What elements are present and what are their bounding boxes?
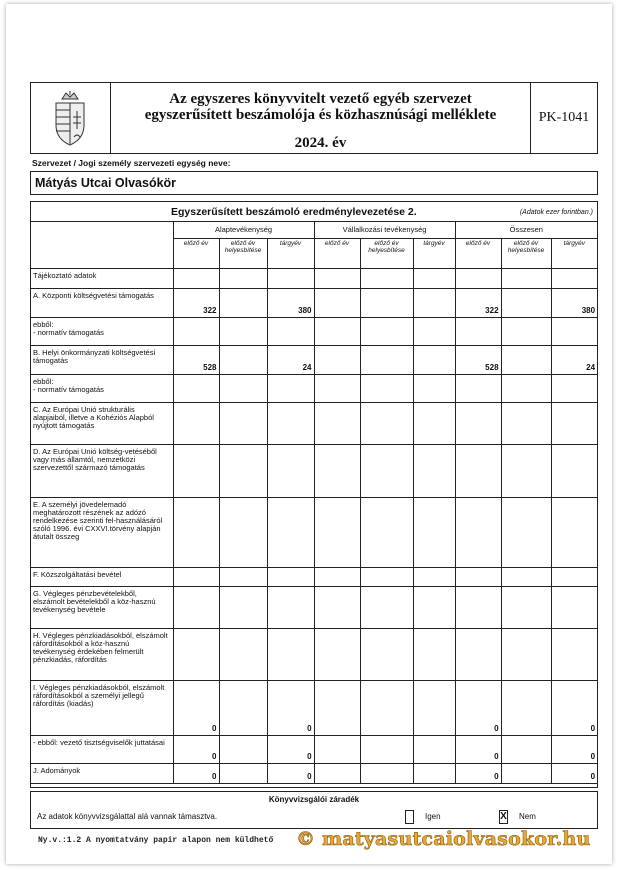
unit-note: (Adatok ezer forintban.) xyxy=(519,209,593,216)
value-cell xyxy=(173,268,219,288)
value-cell xyxy=(219,680,267,735)
row-label: A. Központi költségvetési támogatás xyxy=(31,288,173,317)
value-cell xyxy=(219,735,267,763)
value-cell xyxy=(173,402,219,444)
table-row xyxy=(31,402,597,444)
value-cell xyxy=(219,374,267,402)
footer-note: Ny.v.:1.2 A nyomtatvány papír alapon nem küldhető xyxy=(38,836,274,845)
value-cell xyxy=(360,402,413,444)
value-cell xyxy=(267,374,314,402)
value-cell: 0 xyxy=(267,735,314,763)
value-cell xyxy=(551,586,597,628)
table-row xyxy=(31,586,597,628)
income-statement xyxy=(30,201,598,788)
table-row xyxy=(31,680,597,735)
row-label: J. Adományok xyxy=(31,763,173,783)
form-header xyxy=(30,82,598,154)
value-cell: 322 xyxy=(455,288,501,317)
value-cell xyxy=(413,374,455,402)
value-cell: 0 xyxy=(267,680,314,735)
org-label: Szervezet / Jogi személy szervezeti egység neve: xyxy=(32,158,231,168)
value-cell xyxy=(267,586,314,628)
value-cell: 24 xyxy=(551,345,597,374)
value-cell: 0 xyxy=(455,680,501,735)
table-row xyxy=(31,374,597,402)
value-cell xyxy=(314,567,360,586)
value-cell xyxy=(219,628,267,680)
value-cell xyxy=(173,497,219,567)
value-cell xyxy=(455,444,501,497)
value-cell xyxy=(360,680,413,735)
value-cell: 528 xyxy=(455,345,501,374)
value-cell xyxy=(455,497,501,567)
value-cell xyxy=(314,374,360,402)
subcol-header: előző év xyxy=(173,238,219,268)
value-cell xyxy=(173,444,219,497)
value-cell xyxy=(219,402,267,444)
audit-question: Az adatok könyvvizsgálattal alá vannak támasztva. xyxy=(37,812,218,821)
row-label: ebből: - normatív támogatás xyxy=(31,317,173,345)
value-cell xyxy=(360,345,413,374)
value-cell xyxy=(267,567,314,586)
value-cell xyxy=(551,628,597,680)
value-cell xyxy=(173,374,219,402)
data-table xyxy=(31,222,597,784)
value-cell xyxy=(314,288,360,317)
value-cell: 322 xyxy=(173,288,219,317)
subcol-header: előző év xyxy=(314,238,360,268)
value-cell xyxy=(501,680,551,735)
row-label: F. Közszolgáltatási bevétel xyxy=(31,567,173,586)
value-cell: 380 xyxy=(551,288,597,317)
value-cell xyxy=(314,444,360,497)
form-code: PK-1041 xyxy=(538,110,590,125)
value-cell xyxy=(413,268,455,288)
value-cell xyxy=(314,317,360,345)
value-cell xyxy=(501,763,551,783)
coat-of-arms-icon xyxy=(31,83,111,153)
form-year: 2024. év xyxy=(294,135,347,151)
value-cell xyxy=(314,735,360,763)
value-cell xyxy=(501,586,551,628)
value-cell xyxy=(413,444,455,497)
header-blank xyxy=(31,222,173,268)
subcol-header: tárgyév xyxy=(267,238,314,268)
value-cell xyxy=(501,628,551,680)
value-cell xyxy=(455,317,501,345)
value-cell xyxy=(314,497,360,567)
value-cell xyxy=(455,402,501,444)
table-row xyxy=(31,345,597,374)
row-label: C. Az Európai Unió strukturális alapjaiból, illetve a Kohéziós Alapból nyújtott támogatás xyxy=(31,402,173,444)
org-name: Mátyás Utcai Olvasókör xyxy=(30,171,598,195)
value-cell xyxy=(219,317,267,345)
subcol-header: tárgyév xyxy=(551,238,597,268)
value-cell xyxy=(551,567,597,586)
value-cell: 380 xyxy=(267,288,314,317)
table-row xyxy=(31,444,597,497)
value-cell xyxy=(501,402,551,444)
value-cell xyxy=(267,402,314,444)
value-cell xyxy=(501,374,551,402)
value-cell xyxy=(413,402,455,444)
value-cell xyxy=(501,268,551,288)
value-cell xyxy=(173,567,219,586)
audit-title: Könyvvizsgálói záradék xyxy=(268,795,360,804)
value-cell xyxy=(173,317,219,345)
form-title-line1: Az egyszeres könyvvitelt vezető egyéb szervezet xyxy=(169,91,472,107)
watermark: © matyasutcaiolvasokor.hu xyxy=(296,828,591,850)
value-cell xyxy=(551,402,597,444)
value-cell xyxy=(413,567,455,586)
subcol-header: tárgyév xyxy=(413,238,455,268)
row-label: D. Az Európai Unió költség-vetéséből vagy más államtól, nemzetközi szervezettől származó támogatás xyxy=(31,444,173,497)
value-cell xyxy=(267,444,314,497)
subcol-header: előző év helyesbítése xyxy=(501,238,551,268)
value-cell xyxy=(551,444,597,497)
row-label: ebből: - normatív támogatás xyxy=(31,374,173,402)
value-cell xyxy=(455,628,501,680)
value-cell xyxy=(501,735,551,763)
value-cell xyxy=(219,497,267,567)
value-cell: 0 xyxy=(455,735,501,763)
group-header: Összesen xyxy=(455,222,597,238)
value-cell xyxy=(360,763,413,783)
table-row xyxy=(31,763,597,783)
value-cell xyxy=(314,680,360,735)
value-cell xyxy=(360,567,413,586)
value-cell xyxy=(360,628,413,680)
value-cell xyxy=(360,268,413,288)
value-cell xyxy=(360,497,413,567)
value-cell xyxy=(501,288,551,317)
value-cell xyxy=(314,268,360,288)
subcol-header: előző év xyxy=(455,238,501,268)
value-cell xyxy=(501,345,551,374)
value-cell xyxy=(455,567,501,586)
value-cell xyxy=(413,288,455,317)
value-cell xyxy=(314,402,360,444)
group-header: Vállalkozási tevékenység xyxy=(314,222,455,238)
value-cell: 0 xyxy=(551,763,597,783)
value-cell xyxy=(314,628,360,680)
value-cell xyxy=(314,345,360,374)
table-row xyxy=(31,628,597,680)
value-cell xyxy=(501,567,551,586)
value-cell: 0 xyxy=(173,763,219,783)
row-label: I. Végleges pénzkiadásokból, elszámolt ráfordításokból a személyi jellegű ráfordítás (kiadás) xyxy=(31,680,173,735)
no-checkbox[interactable]: X xyxy=(500,811,507,822)
value-cell: 0 xyxy=(173,680,219,735)
table-row xyxy=(31,288,597,317)
value-cell xyxy=(551,268,597,288)
value-cell xyxy=(360,317,413,345)
table-row xyxy=(31,317,597,345)
subcol-header: előző év helyesbítése xyxy=(360,238,413,268)
value-cell xyxy=(455,268,501,288)
table-row xyxy=(31,567,597,586)
value-cell xyxy=(219,345,267,374)
no-label: Nem xyxy=(519,812,536,821)
value-cell xyxy=(413,345,455,374)
table-title: Egyszerűsített beszámoló eredménylevezetése 2. xyxy=(171,206,417,218)
value-cell xyxy=(360,444,413,497)
table-row xyxy=(31,735,597,763)
value-cell: 0 xyxy=(551,680,597,735)
value-cell xyxy=(219,268,267,288)
group-header: Alaptevékenység xyxy=(173,222,314,238)
value-cell xyxy=(360,374,413,402)
value-cell xyxy=(314,763,360,783)
value-cell xyxy=(413,680,455,735)
value-cell: 24 xyxy=(267,345,314,374)
form-title-line2: egyszerűsített beszámolója és közhasznúsági melléklete xyxy=(144,107,497,123)
value-cell xyxy=(267,628,314,680)
value-cell xyxy=(413,586,455,628)
value-cell xyxy=(455,374,501,402)
value-cell xyxy=(267,268,314,288)
audit-clause xyxy=(30,791,598,829)
row-label: G. Végleges pénzbevételekből, elszámolt bevételekből a köz-hasznú tevékenység bevétele xyxy=(31,586,173,628)
value-cell xyxy=(455,586,501,628)
yes-checkbox[interactable] xyxy=(405,810,414,824)
value-cell xyxy=(219,763,267,783)
value-cell: 0 xyxy=(173,735,219,763)
value-cell xyxy=(501,497,551,567)
value-cell xyxy=(219,567,267,586)
value-cell xyxy=(173,586,219,628)
value-cell xyxy=(413,317,455,345)
row-label: - ebből: vezető tisztségviselők juttatásai xyxy=(31,735,173,763)
value-cell xyxy=(413,497,455,567)
value-cell: 0 xyxy=(267,763,314,783)
row-label: E. A személyi jövedelemadó meghatározott részének az adózó rendelkezése szerinti fel-használásáról szóló 1996. évi CXXVI.törvény alapján átutalt összeg xyxy=(31,497,173,567)
value-cell xyxy=(267,497,314,567)
value-cell xyxy=(360,735,413,763)
value-cell xyxy=(173,628,219,680)
table-row xyxy=(31,497,597,567)
yes-label: Igen xyxy=(425,812,441,821)
table-row xyxy=(31,268,597,288)
value-cell xyxy=(551,317,597,345)
value-cell xyxy=(267,317,314,345)
value-cell xyxy=(501,317,551,345)
value-cell: 528 xyxy=(173,345,219,374)
value-cell xyxy=(501,444,551,497)
value-cell xyxy=(551,374,597,402)
value-cell: 0 xyxy=(551,735,597,763)
value-cell xyxy=(413,763,455,783)
value-cell xyxy=(314,586,360,628)
value-cell xyxy=(219,444,267,497)
value-cell xyxy=(219,288,267,317)
value-cell: 0 xyxy=(455,763,501,783)
row-label: H. Végleges pénzkiadásokból, elszámolt ráfordításokból a köz-hasznú tevékenység érdekében felmerült pénzkiadás, ráfordítás xyxy=(31,628,173,680)
value-cell xyxy=(219,586,267,628)
value-cell xyxy=(360,586,413,628)
row-label: Tájékoztató adatok xyxy=(31,268,173,288)
value-cell xyxy=(413,628,455,680)
subcol-header: előző év helyesbítése xyxy=(219,238,267,268)
value-cell xyxy=(551,497,597,567)
value-cell xyxy=(360,288,413,317)
row-label: B. Helyi önkormányzati költségvetési támogatás xyxy=(31,345,173,374)
value-cell xyxy=(413,735,455,763)
